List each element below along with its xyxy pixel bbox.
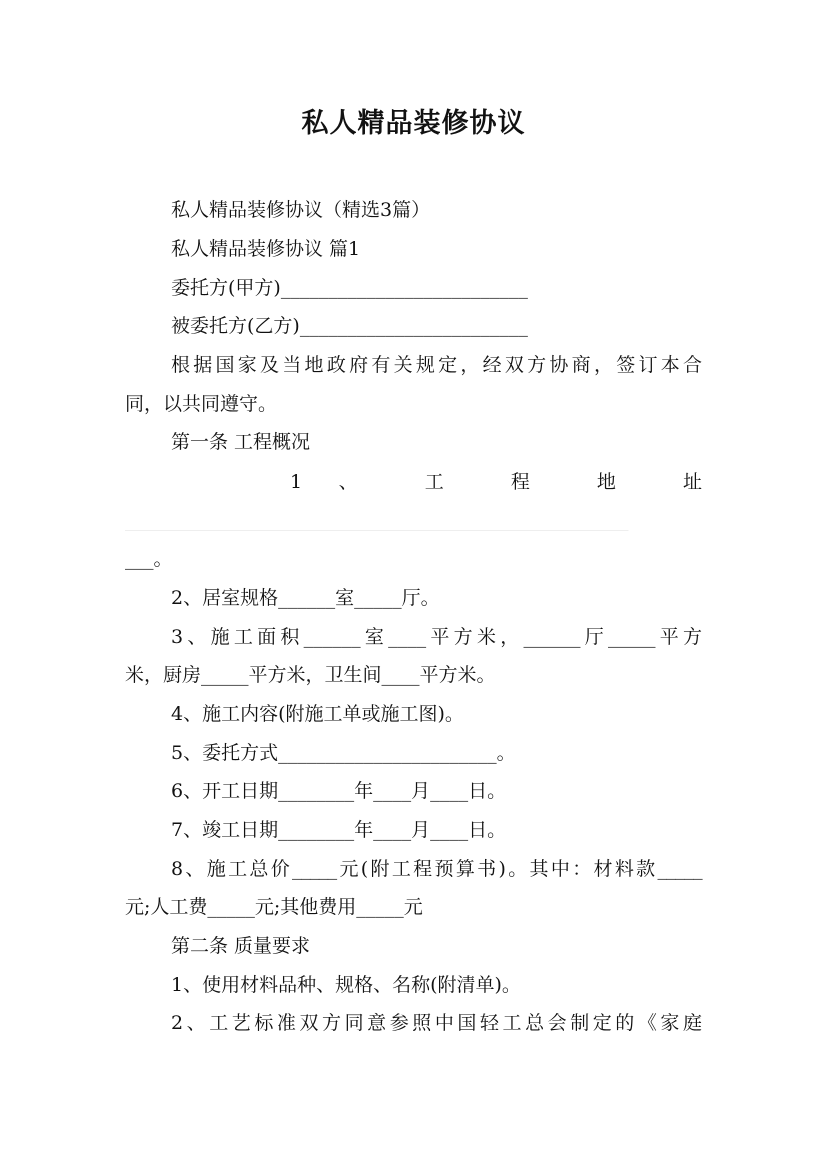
contractor-party-line: 被委托方(乙方)________________________ — [171, 315, 528, 337]
client-party-line: 委托方(甲方)__________________________ — [171, 277, 528, 299]
room-spec-line: 2、居室规格______室_____厅。 — [171, 587, 440, 609]
construction-area-line-2: 米，厨房_____平方米，卫生间____平方米。 — [125, 664, 496, 686]
document-title: 私人精品装修协议 — [301, 108, 526, 139]
project-address-blank: _____________________________________________________ — [125, 512, 629, 531]
construction-content-line: 4、施工内容(附施工单或施工图)。 — [171, 703, 464, 725]
materials-line: 1、使用材料品种、规格、名称(附清单)。 — [171, 974, 521, 996]
total-price-line-2: 元;人工费_____元;其他费用_____元 — [125, 896, 423, 918]
start-date-line: 6、开工日期________年____月____日。 — [171, 780, 507, 802]
article-1-heading: 第一条 工程概况 — [171, 431, 311, 453]
preamble-line-1: 根据国家及当地政府有关规定，经双方协商，签订本合 — [171, 354, 702, 376]
subtitle-line: 私人精品装修协议（精选3篇） — [171, 199, 431, 221]
project-address-blank-end: ___。 — [125, 548, 173, 570]
construction-area-line-1: 3、施工面积______室____平方米，______厅_____平方 — [171, 626, 702, 648]
commission-method-line: 5、委托方式_______________________。 — [171, 742, 516, 764]
project-address-label: 1 、 工 程 地 址 — [290, 471, 702, 493]
craft-standard-line: 2、工艺标准双方同意参照中国轻工总会制定的《家庭 — [171, 1012, 702, 1034]
total-price-line-1: 8、施工总价_____元(附工程预算书)。其中：材料款_____ — [171, 858, 702, 880]
completion-date-line: 7、竣工日期________年____月____日。 — [171, 819, 507, 841]
article-2-heading: 第二条 质量要求 — [171, 935, 311, 957]
section-heading-line: 私人精品装修协议 篇1 — [171, 238, 361, 260]
preamble-line-2: 同，以共同遵守。 — [125, 393, 278, 415]
